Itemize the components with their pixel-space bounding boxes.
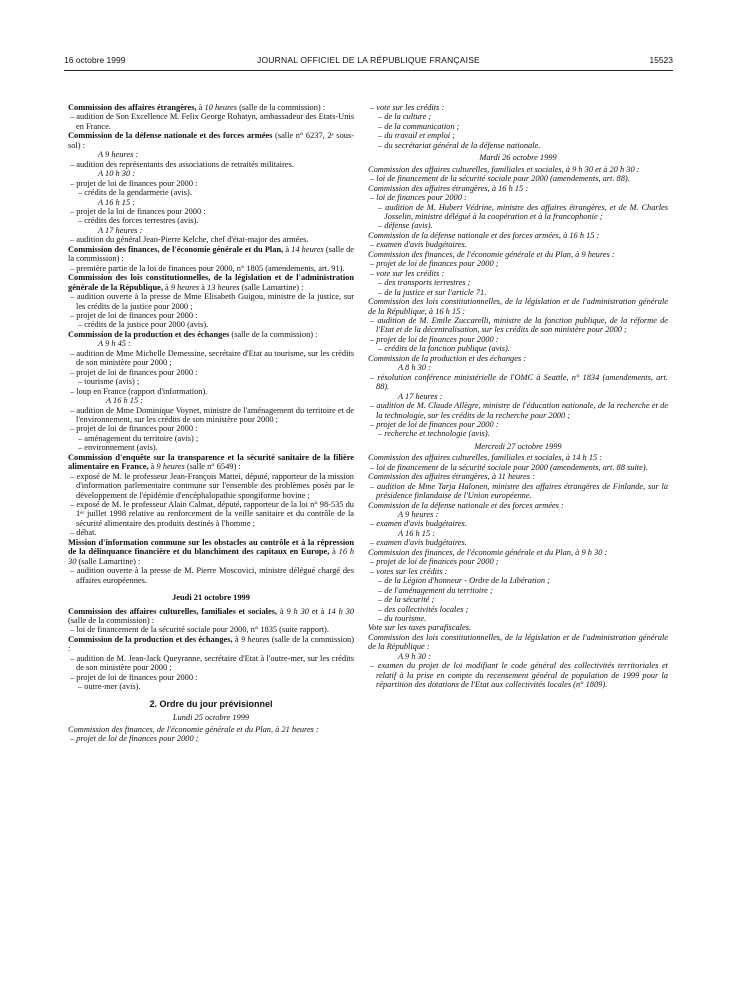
- agenda-item: – audition de M. Jean-Jack Queyranne, secrétaire d'Etat à l'outre-mer, sur les crédits de son ministère pour 2000 ;: [70, 653, 354, 673]
- agenda-subitem: – tourisme (avis) ;: [78, 377, 140, 387]
- agenda-note: Vote sur les taxes parafiscales.: [368, 623, 472, 633]
- agenda-item: – audition de Mme Dominique Voynet, ministre de l'aménagement du territoire et de l'environnement, sur les crédits de son ministère pour 2000 ;: [70, 405, 354, 424]
- agenda-item: – audition de Mme Michelle Demessine, secrétaire d'Etat au tourisme, sur les crédits de son ministère pour 2000 ;: [70, 348, 354, 368]
- agenda-entry: Commission des affaires culturelles, familiales et sociales, à 9 h 30 et à 14 h 30 (salle de la commission) :: [68, 606, 355, 626]
- agenda-item: – projet de loi de finances pour 2000 ;: [370, 557, 499, 567]
- agenda-entry: Commission de la production et des échanges, à 9 heures (salle de la commission) :: [68, 634, 354, 654]
- agenda-subitem: – crédits de la justice pour 2000 (avis).: [78, 320, 209, 330]
- agenda-entry: Commission des affaires étrangères, à 10 heures (salle de la commission) :: [68, 103, 326, 112]
- time-heading: A 9 h 30 :: [398, 651, 431, 661]
- agenda-subitem: – des transports terrestres ;: [378, 278, 471, 288]
- agenda-subitem: – de la Légion d'honneur - Ordre de la Libération ;: [378, 576, 550, 586]
- left-column: [68, 103, 354, 743]
- agenda-entry: Commission des lois constitutionnelles, de la législation et de l'administration générale de la République, à 9 heures à 13 heures (salle Lamartine) :: [68, 273, 354, 292]
- time-heading: A 9 heures :: [398, 510, 439, 520]
- agenda-subitem: – de la sécurité ;: [378, 595, 435, 605]
- agenda-item: – vote sur les crédits :: [370, 268, 445, 278]
- agenda-item: – loup en France (rapport d'information).: [70, 386, 208, 396]
- time-heading: A 16 h 15 :: [98, 197, 136, 207]
- time-heading: A 16 h 15 :: [398, 528, 436, 538]
- time-heading: A 17 heures :: [98, 225, 143, 235]
- agenda-entry: Commission de la défense nationale et des forces armées, à 16 h 15 :: [368, 230, 600, 240]
- agenda-entry: Commission de la défense nationale et des forces armées (salle n° 6237, 2ᵉ sous-sol) :: [68, 131, 354, 150]
- agenda-item: – exposé de M. le professeur Jean-François Mattei, député, rapporteur de la mission d'information parlementaire commune sur l'ensemble des problèmes posés par le développement de l'épidémie d'encéphalopathie spongiforme bovine ;: [70, 471, 354, 500]
- page-number: 15523: [649, 55, 673, 65]
- agenda-item: – loi de finances pour 2000 :: [370, 193, 467, 203]
- agenda-entry: Commission des affaires étrangères, à 16 h 15 :: [368, 183, 529, 193]
- agenda-item: – exposé de M. le professeur Alain Calmat, député, rapporteur de la loi n° 98-535 du 1ᵉʳ juillet 1998 relative au renforcement de la veille sanitaire et du contrôle de la sécurité alimentaire des produits destinés à l'homme ;: [70, 500, 354, 528]
- agenda-item: – loi de financement de la sécurité sociale pour 2000 (amendements, art. 88).: [370, 174, 630, 184]
- agenda-item: – projet de loi de finances pour 2000 :: [70, 367, 198, 377]
- agenda-item: – audition ouverte à la presse de Mme Elisabeth Guigou, ministre de la justice, sur les crédits de la justice pour 2000 ;: [70, 292, 354, 311]
- agenda-subitem: – environnement (avis).: [78, 443, 158, 453]
- agenda-item: – projet de loi de finances pour 2000 ;: [70, 734, 199, 743]
- agenda-subitem: – crédits de la gendarmerie (avis).: [78, 188, 192, 198]
- time-heading: A 10 h 30 :: [98, 169, 136, 179]
- agenda-item: – projet de loi de finances pour 2000 :: [370, 334, 499, 344]
- journal-title: JOURNAL OFFICIEL DE LA RÉPUBLIQUE FRANÇAISE: [257, 55, 480, 65]
- agenda-entry: Commission des affaires culturelles, familiales et sociales, à 9 h 30 et à 20 h 30 :: [368, 164, 640, 174]
- header-rule: [64, 70, 673, 71]
- agenda-subitem: – outre-mer (avis).: [78, 682, 141, 692]
- agenda-subitem: – du secrétariat général de la défense nationale.: [378, 140, 541, 150]
- day-heading: Mardi 26 octobre 1999: [479, 153, 557, 163]
- time-heading: A 9 heures :: [98, 150, 139, 160]
- agenda-subitem: – audition de M. Hubert Védrine, ministre des affaires étrangères, et de M. Charles Josselin, ministre délégué à la coopération et à la francophonie ;: [378, 202, 668, 221]
- agenda-subitem: – des collectivités locales ;: [378, 604, 469, 614]
- agenda-item: – projet de la loi de finances pour 2000 :: [70, 206, 206, 216]
- agenda-item: – loi de financement de la sécurité sociale pour 2000, n° 1835 (suite rapport).: [70, 625, 329, 635]
- agenda-item: – audition du général Jean-Pierre Kelche, chef d'état-major des armées.: [70, 235, 309, 245]
- agenda-item: – loi de financement de la sécurité sociale pour 2000 (amendements, art. 88 suite).: [370, 462, 648, 472]
- agenda-subitem: – de la justice et sur l'article 71.: [378, 287, 487, 297]
- agenda-item: – vote sur les crédits :: [370, 103, 445, 112]
- agenda-entry: Commission des lois constitutionnelles, de la législation et de l'administration générale de la République, à 16 h 15 :: [368, 297, 668, 316]
- day-heading: Lundi 25 octobre 1999: [172, 713, 250, 723]
- agenda-subitem: – du travail et emploi ;: [378, 131, 455, 141]
- time-heading: A 17 heures :: [398, 391, 443, 401]
- agenda-entry: Commission des finances, de l'économie générale et du Plan, à 14 heures (salle de la commission) :: [68, 244, 354, 264]
- agenda-item: – projet de loi de finances pour 2000 :: [70, 672, 198, 682]
- agenda-entry: Commission des finances, de l'économie générale et du Plan, à 9 h 30 :: [368, 547, 608, 557]
- agenda-item: – examen du projet de loi modifiant le code général des collectivités territoriales et relatif à la prise en compte du recensement général de population de 1999 pour la répartition des dotations de l'Etat aux collectivités locales (n° 1809).: [370, 661, 668, 690]
- time-heading: A 16 h 15 :: [106, 396, 144, 406]
- agenda-entry: Commission des affaires étrangères, à 11 heures :: [368, 472, 535, 482]
- time-heading: A 8 h 30 :: [398, 363, 431, 373]
- agenda-subitem: – du tourisme.: [378, 614, 427, 624]
- agenda-item: – audition de M. Claude Allègre, ministre de l'éducation nationale, de la recherche et de la technologie, sur les crédits de la recherche pour 2000 ;: [370, 401, 668, 420]
- day-heading: Jeudi 21 octobre 1999: [172, 593, 250, 603]
- agenda-entry: Commission de la défense nationale et des forces armées :: [368, 500, 564, 510]
- agenda-entry: Commission d'enquête sur la transparence et la sécurité sanitaire de la filière alimentaire en France, à 9 heures (salle n° 6549) :: [68, 452, 354, 472]
- agenda-item: – examen d'avis budgétaires.: [370, 240, 467, 250]
- agenda-subitem: – de la communication ;: [378, 121, 460, 131]
- agenda-entry: Commission de la production et des échanges :: [368, 353, 527, 363]
- agenda-subitem: – de l'aménagement du territoire ;: [378, 585, 493, 595]
- agenda-item: – projet de loi de finances pour 2000 :: [70, 424, 198, 434]
- agenda-item: – première partie de la loi de finances pour 2000, n° 1805 (amendements, art. 91).: [70, 263, 345, 273]
- agenda-item: – projet de loi de finances pour 2000 ;: [370, 259, 499, 269]
- agenda-subitem: – aménagement du territoire (avis) ;: [78, 433, 199, 443]
- agenda-subitem: – recherche et technologie (avis).: [378, 429, 490, 439]
- agenda-item: – votes sur les crédits :: [370, 566, 448, 576]
- agenda-entry: Mission d'information commune sur les obstacles au contrôle et à la répression de la délinquance financière et du blanchiment des capitaux en Europe, à 16 h 30 (salle Lamartine) :: [68, 537, 355, 566]
- agenda-item: – examen d'avis budgétaires.: [370, 538, 467, 548]
- agenda-item: – audition de M. Emile Zuccarelli, ministre de la fonction publique, de la réforme de l'Etat et de la décentralisation, sur les crédits de son ministère pour 2000 ;: [370, 315, 668, 335]
- agenda-item: – projet de loi de finances pour 2000 :: [370, 419, 499, 429]
- agenda-item: – audition de Son Excellence M. Felix George Rohatyn, ambassadeur des Etats-Unis en France.: [70, 112, 354, 131]
- agenda-subitem: – défense (avis).: [378, 221, 433, 231]
- agenda-item: – audition ouverte à la presse de M. Pierre Moscovici, ministre délégué chargé des affaires européennes.: [70, 566, 354, 585]
- agenda-item: – projet de loi de finances pour 2000 :: [70, 178, 198, 188]
- agenda-entry: Commission des finances, de l'économie générale et du Plan, à 21 heures :: [68, 724, 319, 734]
- agenda-subitem: – de la culture ;: [378, 112, 432, 122]
- section-title: 2. Ordre du jour prévisionnel: [149, 698, 273, 709]
- agenda-item: – audition de Mme Tarja Halonen, ministre des affaires étrangères de Finlande, sur la présidence finlandaise de l'Union européenne.: [370, 481, 668, 501]
- agenda-item: – résolution conférence ministérielle de l'OMC à Seattle, n° 1834 (amendements, art. 88).: [370, 372, 668, 392]
- page-header: [64, 55, 673, 69]
- agenda-entry: Commission des lois constitutionnelles, de la législation et de l'administration générale de la République :: [368, 632, 668, 652]
- agenda-item: – audition des représentants des associations de retraités militaires.: [70, 159, 294, 169]
- right-column: [368, 103, 668, 690]
- agenda-subitem: – crédits des forces terrestres (avis).: [78, 216, 199, 226]
- day-heading: Mercredi 27 octobre 1999: [474, 441, 562, 451]
- header-date: 16 octobre 1999: [64, 55, 126, 65]
- time-heading: A 9 h 45 :: [98, 339, 131, 349]
- agenda-subitem: – crédits de la fonction publique (avis).: [378, 344, 510, 354]
- agenda-entry: Commission des finances, de l'économie générale et du Plan, à 9 heures :: [368, 249, 615, 259]
- agenda-item: – projet de loi de finances pour 2000 :: [70, 310, 198, 320]
- agenda-item: – débat.: [70, 528, 97, 538]
- agenda-item: – examen d'avis budgétaires.: [370, 519, 467, 529]
- agenda-entry: Commission de la production et des échanges (salle de la commission) :: [68, 329, 318, 339]
- agenda-entry: Commission des affaires culturelles, familiales et sociales, à 14 h 15 :: [368, 453, 603, 463]
